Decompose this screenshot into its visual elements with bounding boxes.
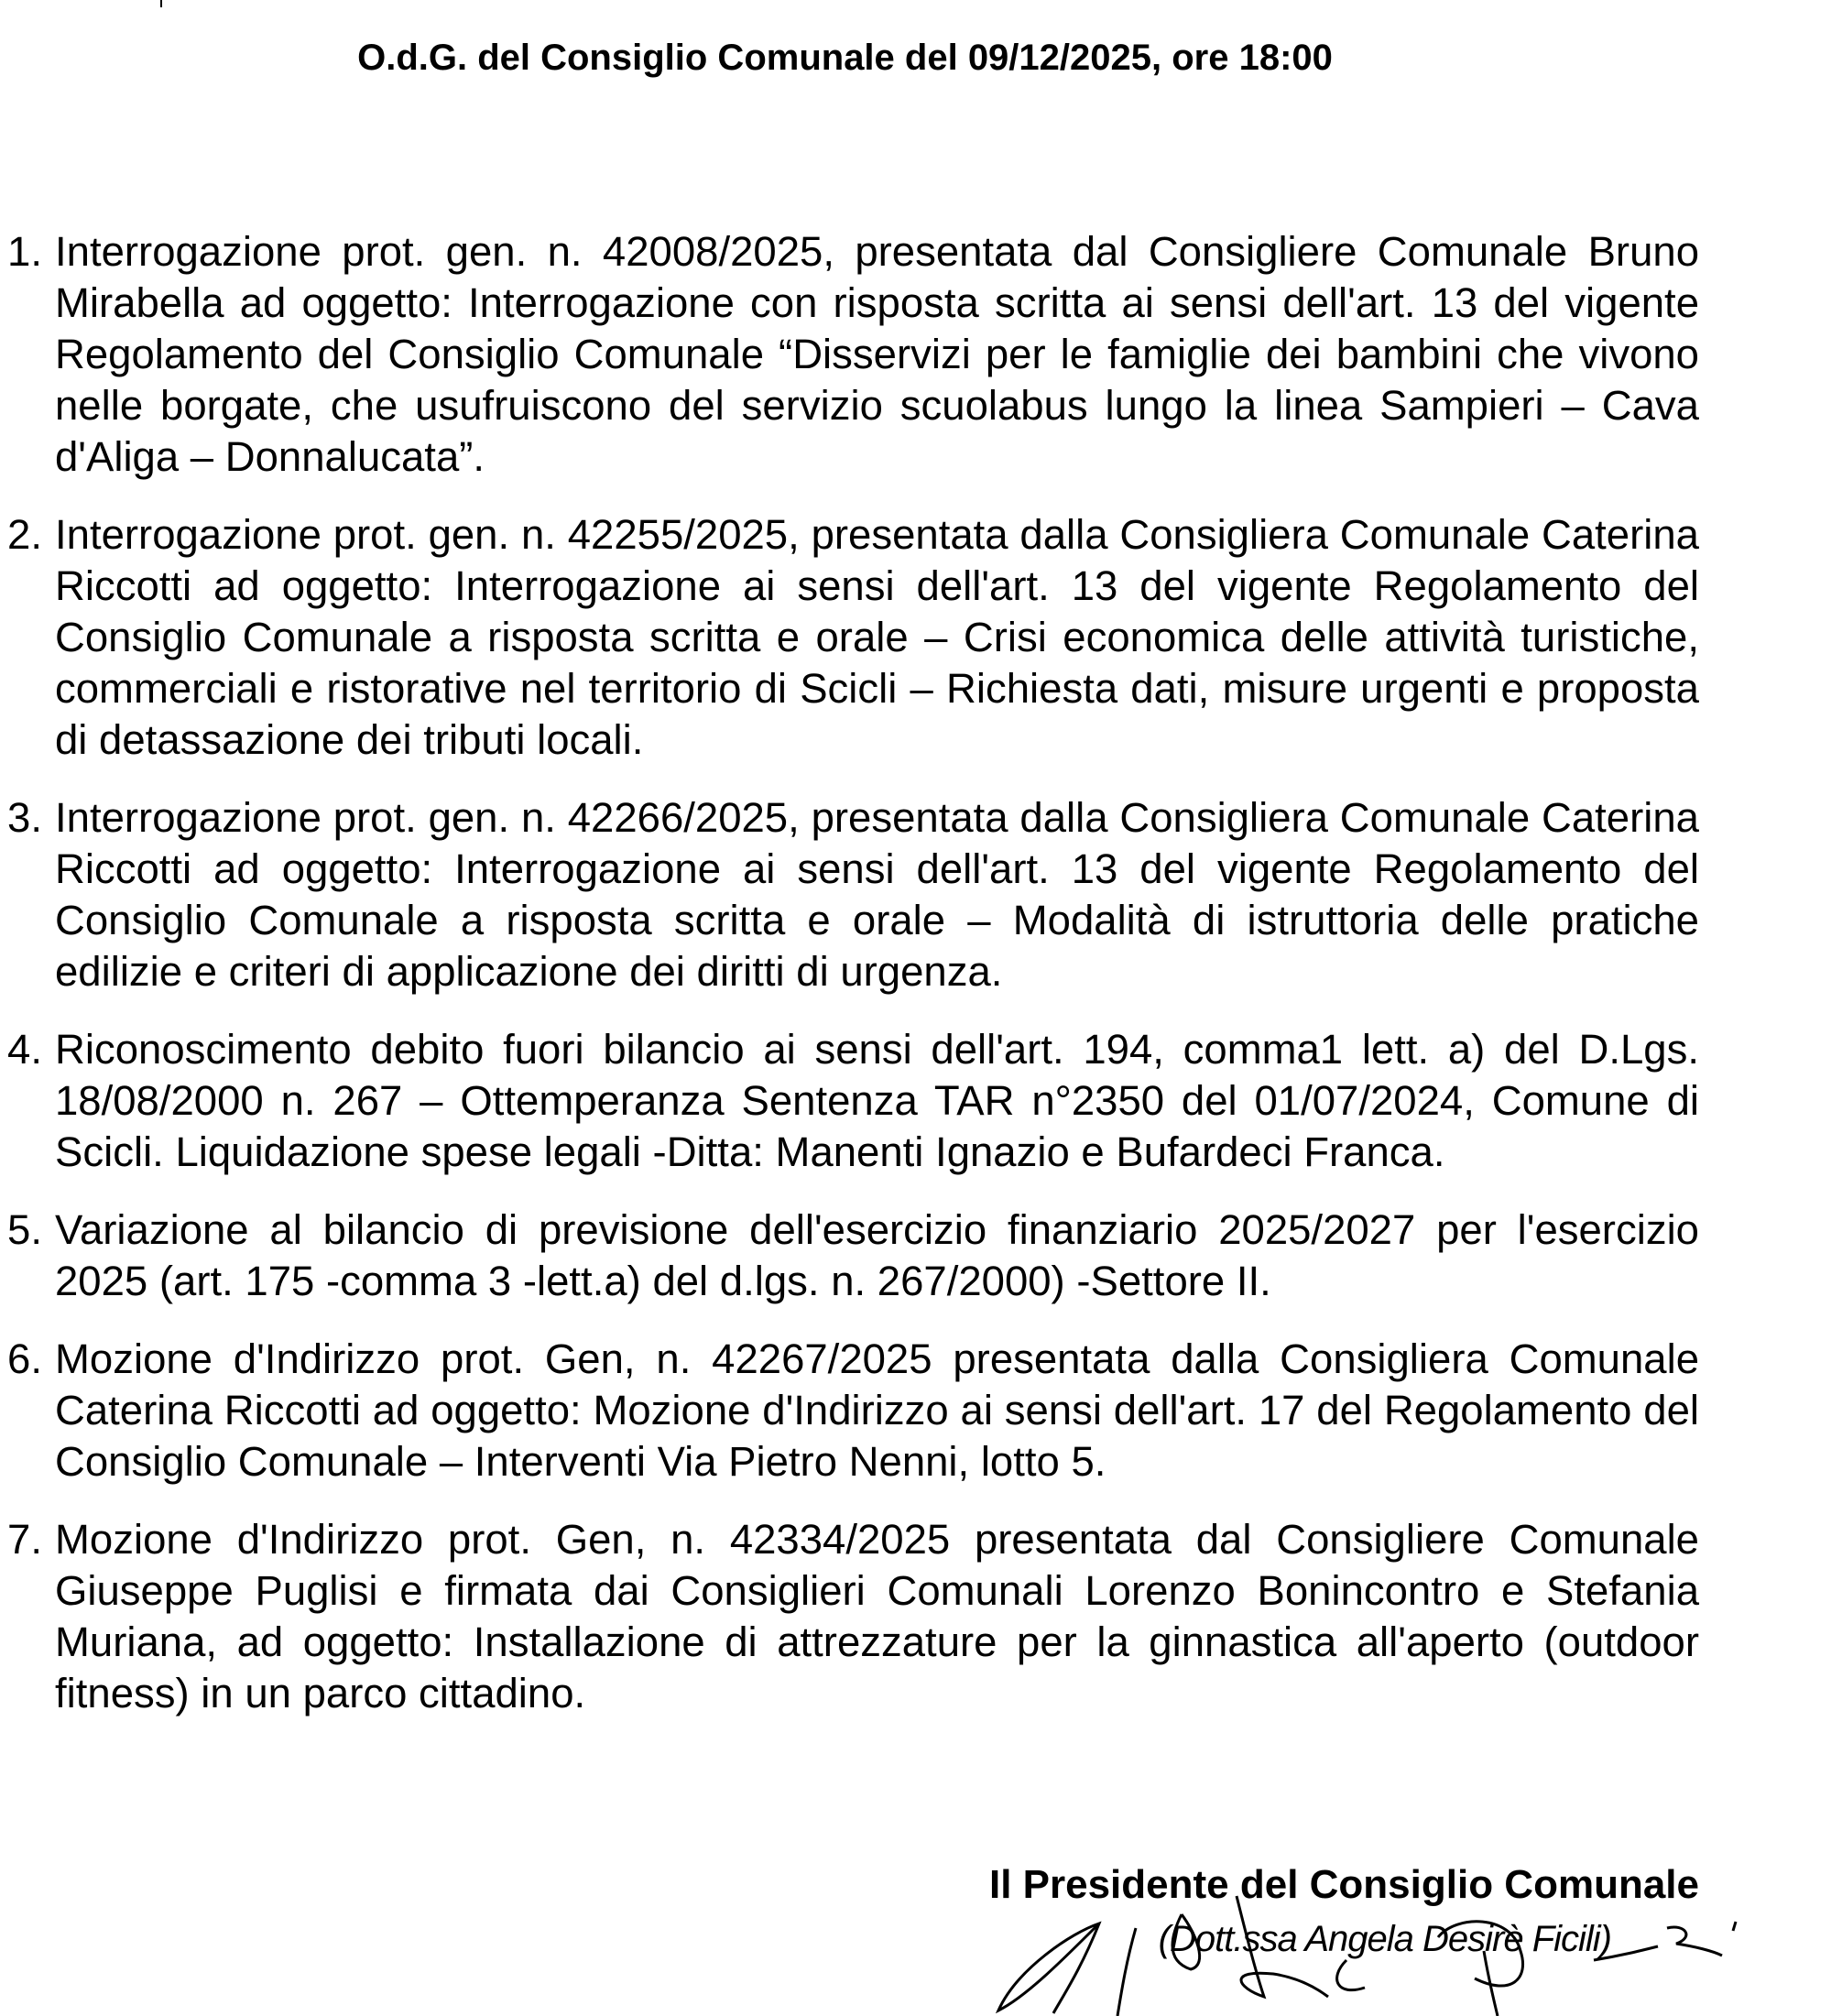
- signatory-role: Il Presidente del Consiglio Comunale: [988, 1862, 1699, 1907]
- item-number: 3.: [7, 794, 42, 841]
- agenda-item: [7, 1514, 1699, 1719]
- scan-mark: [160, 0, 162, 7]
- item-text: Variazione al bilancio di previsione dell'esercizio finanziario 2025/2027 per l'esercizio 2025 (art. 175 -comma 3 -lett.a) del d.lgs. n. 267/2000) -Settore II.: [55, 1206, 1699, 1304]
- agenda-item: [7, 1204, 1699, 1307]
- item-number: 7.: [7, 1516, 42, 1563]
- agenda-item: [7, 509, 1699, 766]
- item-text: Riconoscimento debito fuori bilancio ai sensi dell'art. 194, comma1 lett. a) del D.Lgs. 18/08/2000 n. 267 – Ottemperanza Sentenza TAR n°2350 del 01/07/2024, Comune di Scicli. Liquidazione spese legali -Ditta: Manenti Ignazio e Bufardeci Franca.: [55, 1026, 1699, 1175]
- item-number: 6.: [7, 1335, 42, 1382]
- handwritten-signature: [962, 1859, 1740, 2016]
- item-text: Interrogazione prot. gen. n. 42255/2025, presentata dalla Consigliera Comunale Caterina Riccotti ad oggetto: Interrogazione ai sensi dell'art. 13 del vigente Regolamento del Consiglio Comunale a risposta scritta e orale – Crisi economica delle attività turistiche, commerciali e ristorative nel territorio di Scicli – Richiesta dati, misure urgenti e proposta di detassazione dei tributi locali.: [55, 511, 1699, 763]
- agenda-item: [7, 792, 1699, 997]
- item-text: Mozione d'Indirizzo prot. Gen, n. 42334/2025 presentata dal Consigliere Comunale Giuseppe Puglisi e firmata dai Consiglieri Comunali Lorenzo Bonincontro e Stefania Muriana, ad oggetto: Installazione di attrezzature per la ginnastica all'aperto (outdoor fitness) in un parco cittadino.: [55, 1516, 1699, 1716]
- item-text: Interrogazione prot. gen. n. 42266/2025, presentata dalla Consigliera Comunale Caterina Riccotti ad oggetto: Interrogazione ai sensi dell'art. 13 del vigente Regolamento del Consiglio Comunale a risposta scritta e orale – Modalità di istruttoria delle pratiche edilizie e criteri di applicazione dei diritti di urgenza.: [55, 794, 1699, 995]
- item-number: 2.: [7, 511, 42, 558]
- item-number: 5.: [7, 1206, 42, 1253]
- agenda-list: [7, 226, 1699, 1746]
- item-text: Mozione d'Indirizzo prot. Gen, n. 42267/2025 presentata dalla Consigliera Comunale Caterina Riccotti ad oggetto: Mozione d'Indirizzo ai sensi dell'art. 17 del Regolamento del Consiglio Comunale – Interventi Via Pietro Nenni, lotto 5.: [55, 1335, 1699, 1485]
- item-number: 4.: [7, 1026, 42, 1073]
- agenda-item: [7, 226, 1699, 483]
- item-text: Interrogazione prot. gen. n. 42008/2025, presentata dal Consigliere Comunale Bruno Mirabella ad oggetto: Interrogazione con risposta scritta ai sensi dell'art. 13 del vigente Regolamento del Consiglio Comunale “Disservizi per le famiglie dei bambini che vivono nelle borgate, che usufruiscono del servizio scuolabus lungo la linea Sampieri – Cava d'Aliga – Donnalucata”.: [55, 228, 1699, 480]
- item-number: 1.: [7, 228, 42, 275]
- signatory-name: (Dott.ssa Angela Desirè Ficili): [1158, 1919, 1611, 1959]
- page-title: O.d.G. del Consiglio Comunale del 09/12/2025, ore 18:00: [357, 38, 1333, 78]
- agenda-item: [7, 1024, 1699, 1178]
- agenda-item: [7, 1334, 1699, 1487]
